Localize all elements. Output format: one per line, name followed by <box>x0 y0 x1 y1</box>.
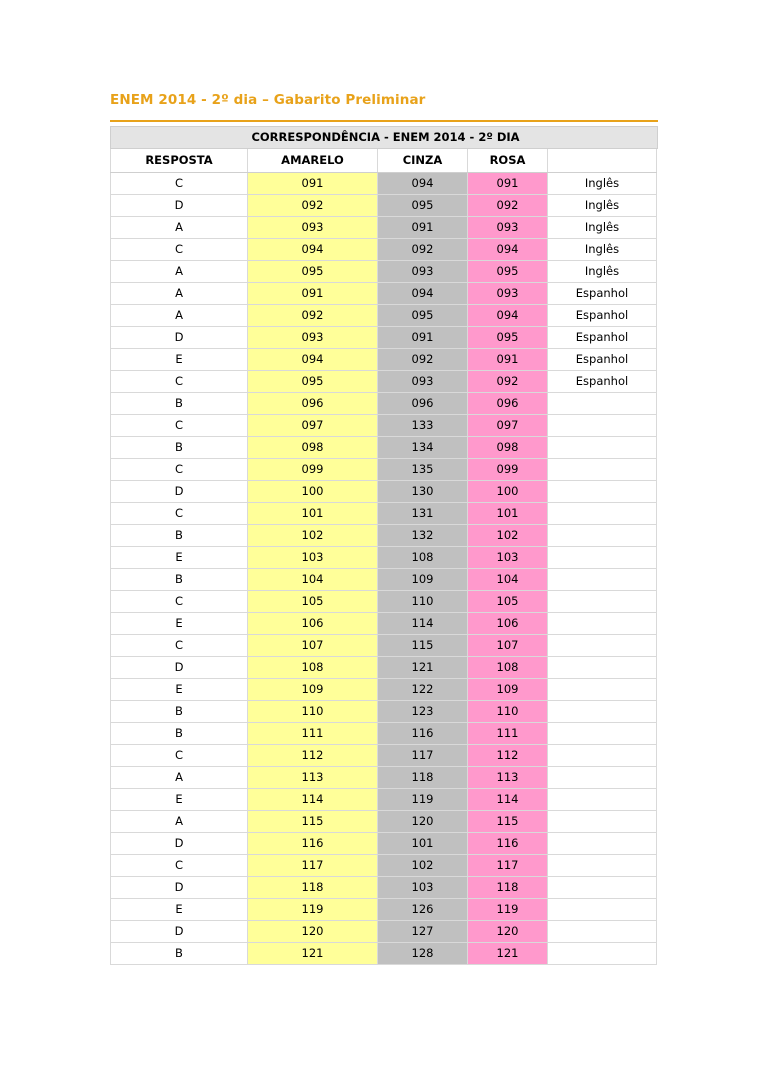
resposta-cell: C <box>111 172 248 194</box>
resposta-cell: C <box>111 590 248 612</box>
cinza-cell: 092 <box>378 238 468 260</box>
table-row <box>111 832 657 854</box>
table-row <box>111 634 657 656</box>
table-row <box>111 744 657 766</box>
table-row <box>111 194 657 216</box>
amarelo-cell: 107 <box>248 634 378 656</box>
cinza-cell: 114 <box>378 612 468 634</box>
cinza-cell: 094 <box>378 172 468 194</box>
cinza-cell: 121 <box>378 656 468 678</box>
language-cell <box>548 876 657 898</box>
amarelo-cell: 091 <box>248 282 378 304</box>
cinza-cell: 101 <box>378 832 468 854</box>
rosa-cell: 111 <box>468 722 548 744</box>
rosa-cell: 106 <box>468 612 548 634</box>
rosa-cell: 101 <box>468 502 548 524</box>
resposta-cell: C <box>111 370 248 392</box>
cinza-cell: 095 <box>378 194 468 216</box>
resposta-cell: C <box>111 502 248 524</box>
language-cell: Inglês <box>548 194 657 216</box>
rosa-cell: 092 <box>468 194 548 216</box>
cinza-cell: 093 <box>378 260 468 282</box>
cinza-cell: 094 <box>378 282 468 304</box>
cinza-cell: 127 <box>378 920 468 942</box>
language-cell <box>548 854 657 876</box>
table-row <box>111 546 657 568</box>
amarelo-cell: 096 <box>248 392 378 414</box>
language-cell: Espanhol <box>548 326 657 348</box>
cinza-cell: 119 <box>378 788 468 810</box>
rosa-cell: 100 <box>468 480 548 502</box>
table-body <box>111 172 657 964</box>
rosa-cell: 121 <box>468 942 548 964</box>
language-cell <box>548 568 657 590</box>
cinza-cell: 132 <box>378 524 468 546</box>
table-row <box>111 524 657 546</box>
rosa-cell: 097 <box>468 414 548 436</box>
header-cinza: CINZA <box>378 149 468 172</box>
rosa-cell: 093 <box>468 216 548 238</box>
table-row <box>111 700 657 722</box>
cinza-cell: 091 <box>378 326 468 348</box>
cinza-cell: 133 <box>378 414 468 436</box>
cinza-cell: 115 <box>378 634 468 656</box>
header-rosa: ROSA <box>468 149 548 172</box>
table-row <box>111 810 657 832</box>
resposta-cell: A <box>111 304 248 326</box>
amarelo-cell: 092 <box>248 194 378 216</box>
table-row <box>111 876 657 898</box>
resposta-cell: E <box>111 788 248 810</box>
cinza-cell: 130 <box>378 480 468 502</box>
cinza-cell: 126 <box>378 898 468 920</box>
rosa-cell: 113 <box>468 766 548 788</box>
amarelo-cell: 120 <box>248 920 378 942</box>
amarelo-cell: 101 <box>248 502 378 524</box>
amarelo-cell: 100 <box>248 480 378 502</box>
resposta-cell: D <box>111 656 248 678</box>
rosa-cell: 109 <box>468 678 548 700</box>
table-row <box>111 854 657 876</box>
resposta-cell: E <box>111 348 248 370</box>
amarelo-cell: 094 <box>248 348 378 370</box>
amarelo-cell: 114 <box>248 788 378 810</box>
language-cell <box>548 392 657 414</box>
language-cell <box>548 480 657 502</box>
language-cell <box>548 766 657 788</box>
amarelo-cell: 104 <box>248 568 378 590</box>
language-cell <box>548 524 657 546</box>
resposta-cell: C <box>111 634 248 656</box>
table-row <box>111 216 657 238</box>
amarelo-cell: 108 <box>248 656 378 678</box>
language-cell <box>548 920 657 942</box>
table-header-row <box>111 149 657 172</box>
amarelo-cell: 110 <box>248 700 378 722</box>
resposta-cell: D <box>111 194 248 216</box>
cinza-cell: 093 <box>378 370 468 392</box>
amarelo-cell: 097 <box>248 414 378 436</box>
table-row <box>111 282 657 304</box>
resposta-cell: E <box>111 612 248 634</box>
table-row <box>111 942 657 964</box>
amarelo-cell: 099 <box>248 458 378 480</box>
table-row <box>111 238 657 260</box>
table-row <box>111 678 657 700</box>
table-row <box>111 414 657 436</box>
rosa-cell: 099 <box>468 458 548 480</box>
cinza-cell: 123 <box>378 700 468 722</box>
amarelo-cell: 102 <box>248 524 378 546</box>
banner-text: CORRESPONDÊNCIA - ENEM 2014 - 2º DIA <box>251 130 520 144</box>
amarelo-cell: 093 <box>248 216 378 238</box>
table-row <box>111 304 657 326</box>
resposta-cell: B <box>111 436 248 458</box>
table-row <box>111 326 657 348</box>
cinza-cell: 118 <box>378 766 468 788</box>
amarelo-cell: 093 <box>248 326 378 348</box>
rosa-cell: 108 <box>468 656 548 678</box>
cinza-cell: 116 <box>378 722 468 744</box>
title-underline <box>110 120 658 122</box>
rosa-cell: 096 <box>468 392 548 414</box>
cinza-cell: 102 <box>378 854 468 876</box>
resposta-cell: D <box>111 920 248 942</box>
language-cell <box>548 634 657 656</box>
cinza-cell: 135 <box>378 458 468 480</box>
language-cell <box>548 436 657 458</box>
language-cell <box>548 458 657 480</box>
rosa-cell: 118 <box>468 876 548 898</box>
header-language <box>548 149 657 172</box>
cinza-cell: 117 <box>378 744 468 766</box>
table-row <box>111 480 657 502</box>
resposta-cell: A <box>111 260 248 282</box>
amarelo-cell: 106 <box>248 612 378 634</box>
language-cell <box>548 546 657 568</box>
rosa-cell: 116 <box>468 832 548 854</box>
language-cell <box>548 414 657 436</box>
resposta-cell: B <box>111 392 248 414</box>
resposta-cell: B <box>111 524 248 546</box>
language-cell: Espanhol <box>548 282 657 304</box>
table-row <box>111 458 657 480</box>
cinza-cell: 108 <box>378 546 468 568</box>
language-cell: Espanhol <box>548 348 657 370</box>
rosa-cell: 104 <box>468 568 548 590</box>
resposta-cell: D <box>111 326 248 348</box>
language-cell <box>548 744 657 766</box>
language-cell: Inglês <box>548 172 657 194</box>
table-row <box>111 590 657 612</box>
document-title: ENEM 2014 - 2º dia – Gabarito Preliminar <box>110 92 426 108</box>
cinza-cell: 110 <box>378 590 468 612</box>
amarelo-cell: 098 <box>248 436 378 458</box>
amarelo-cell: 121 <box>248 942 378 964</box>
language-cell <box>548 612 657 634</box>
resposta-cell: A <box>111 216 248 238</box>
rosa-cell: 117 <box>468 854 548 876</box>
resposta-cell: C <box>111 414 248 436</box>
resposta-cell: A <box>111 810 248 832</box>
cinza-cell: 128 <box>378 942 468 964</box>
table-row <box>111 920 657 942</box>
resposta-cell: E <box>111 898 248 920</box>
rosa-cell: 091 <box>468 172 548 194</box>
amarelo-cell: 095 <box>248 370 378 392</box>
amarelo-cell: 103 <box>248 546 378 568</box>
table-row <box>111 348 657 370</box>
language-cell <box>548 502 657 524</box>
table-row <box>111 436 657 458</box>
language-cell <box>548 810 657 832</box>
language-cell <box>548 678 657 700</box>
cinza-cell: 092 <box>378 348 468 370</box>
table-row <box>111 172 657 194</box>
amarelo-cell: 115 <box>248 810 378 832</box>
resposta-cell: C <box>111 744 248 766</box>
amarelo-cell: 091 <box>248 172 378 194</box>
amarelo-cell: 092 <box>248 304 378 326</box>
amarelo-cell: 117 <box>248 854 378 876</box>
answer-key-table <box>110 149 657 965</box>
table-row <box>111 370 657 392</box>
rosa-cell: 095 <box>468 260 548 282</box>
rosa-cell: 094 <box>468 304 548 326</box>
language-cell <box>548 590 657 612</box>
amarelo-cell: 109 <box>248 678 378 700</box>
cinza-cell: 103 <box>378 876 468 898</box>
rosa-cell: 094 <box>468 238 548 260</box>
rosa-cell: 098 <box>468 436 548 458</box>
header-amarelo: AMARELO <box>248 149 378 172</box>
language-cell: Espanhol <box>548 370 657 392</box>
language-cell: Espanhol <box>548 304 657 326</box>
table-row <box>111 788 657 810</box>
language-cell <box>548 700 657 722</box>
language-cell <box>548 656 657 678</box>
table-row <box>111 392 657 414</box>
rosa-cell: 114 <box>468 788 548 810</box>
rosa-cell: 103 <box>468 546 548 568</box>
language-cell <box>548 898 657 920</box>
rosa-cell: 119 <box>468 898 548 920</box>
rosa-cell: 110 <box>468 700 548 722</box>
amarelo-cell: 118 <box>248 876 378 898</box>
rosa-cell: 102 <box>468 524 548 546</box>
rosa-cell: 115 <box>468 810 548 832</box>
table-row <box>111 656 657 678</box>
rosa-cell: 095 <box>468 326 548 348</box>
cinza-cell: 096 <box>378 392 468 414</box>
cinza-cell: 131 <box>378 502 468 524</box>
cinza-cell: 120 <box>378 810 468 832</box>
resposta-cell: A <box>111 282 248 304</box>
resposta-cell: C <box>111 854 248 876</box>
language-cell: Inglês <box>548 260 657 282</box>
amarelo-cell: 112 <box>248 744 378 766</box>
language-cell <box>548 722 657 744</box>
resposta-cell: B <box>111 700 248 722</box>
table-row <box>111 260 657 282</box>
language-cell <box>548 942 657 964</box>
amarelo-cell: 105 <box>248 590 378 612</box>
header-resposta: RESPOSTA <box>111 149 248 172</box>
correspondence-banner <box>110 126 658 149</box>
table-row <box>111 612 657 634</box>
resposta-cell: D <box>111 480 248 502</box>
cinza-cell: 122 <box>378 678 468 700</box>
amarelo-cell: 119 <box>248 898 378 920</box>
resposta-cell: B <box>111 722 248 744</box>
resposta-cell: D <box>111 832 248 854</box>
amarelo-cell: 094 <box>248 238 378 260</box>
table-row <box>111 766 657 788</box>
rosa-cell: 092 <box>468 370 548 392</box>
language-cell: Inglês <box>548 216 657 238</box>
rosa-cell: 107 <box>468 634 548 656</box>
resposta-cell: C <box>111 238 248 260</box>
resposta-cell: B <box>111 568 248 590</box>
resposta-cell: E <box>111 546 248 568</box>
cinza-cell: 091 <box>378 216 468 238</box>
amarelo-cell: 116 <box>248 832 378 854</box>
rosa-cell: 112 <box>468 744 548 766</box>
language-cell <box>548 788 657 810</box>
table-row <box>111 568 657 590</box>
amarelo-cell: 113 <box>248 766 378 788</box>
resposta-cell: A <box>111 766 248 788</box>
cinza-cell: 109 <box>378 568 468 590</box>
rosa-cell: 091 <box>468 348 548 370</box>
amarelo-cell: 095 <box>248 260 378 282</box>
rosa-cell: 093 <box>468 282 548 304</box>
table-row <box>111 898 657 920</box>
resposta-cell: C <box>111 458 248 480</box>
table-row <box>111 722 657 744</box>
amarelo-cell: 111 <box>248 722 378 744</box>
language-cell: Inglês <box>548 238 657 260</box>
cinza-cell: 095 <box>378 304 468 326</box>
rosa-cell: 120 <box>468 920 548 942</box>
cinza-cell: 134 <box>378 436 468 458</box>
language-cell <box>548 832 657 854</box>
resposta-cell: E <box>111 678 248 700</box>
rosa-cell: 105 <box>468 590 548 612</box>
resposta-cell: D <box>111 876 248 898</box>
table-row <box>111 502 657 524</box>
resposta-cell: B <box>111 942 248 964</box>
